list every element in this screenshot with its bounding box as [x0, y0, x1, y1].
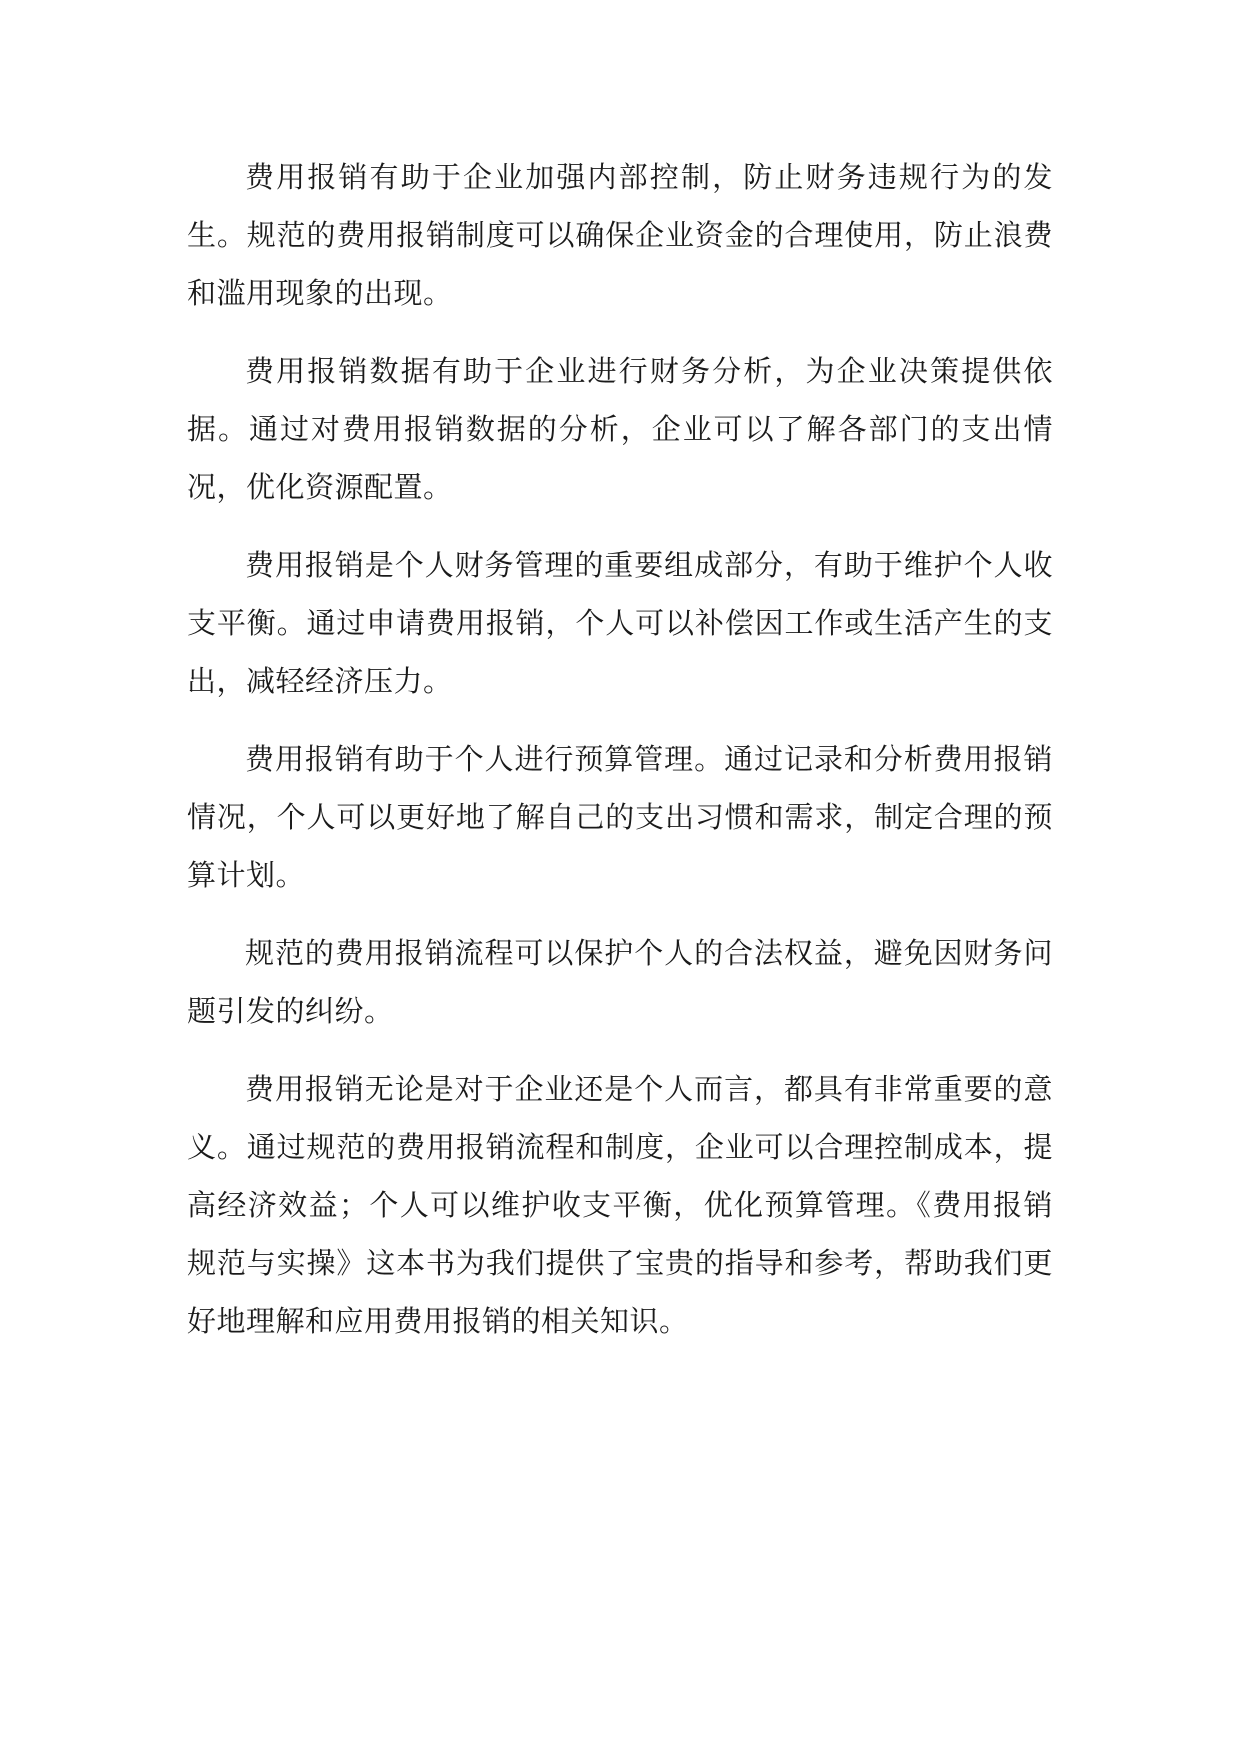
paragraph-personal-finance: 费用报销是个人财务管理的重要组成部分，有助于维护个人收支平衡。通过申请费用报销，个人可以补偿因工作或生活产生的支出，减轻经济压力。 [187, 548, 1053, 698]
paragraph-budget-management: 费用报销有助于个人进行预算管理。通过记录和分析费用报销情况，个人可以更好地了解自己的支出习惯和需求，制定合理的预算计划。 [187, 742, 1053, 892]
paragraph-legal-rights: 规范的费用报销流程可以保护个人的合法权益，避免因财务问题引发的纠纷。 [187, 936, 1053, 1028]
paragraph-financial-analysis: 费用报销数据有助于企业进行财务分析，为企业决策提供依据。通过对费用报销数据的分析，企业可以了解各部门的支出情况，优化资源配置。 [187, 354, 1053, 504]
paragraph-internal-control: 费用报销有助于企业加强内部控制，防止财务违规行为的发生。规范的费用报销制度可以确保企业资金的合理使用，防止浪费和滥用现象的出现。 [187, 160, 1053, 310]
document-body [187, 148, 1053, 1370]
paragraph-conclusion: 费用报销无论是对于企业还是个人而言，都具有非常重要的意义。通过规范的费用报销流程和制度，企业可以合理控制成本，提高经济效益；个人可以维护收支平衡，优化预算管理。《费用报销规范与实操》这本书为我们提供了宝贵的指导和参考，帮助我们更好地理解和应用费用报销的相关知识。 [187, 1072, 1053, 1338]
